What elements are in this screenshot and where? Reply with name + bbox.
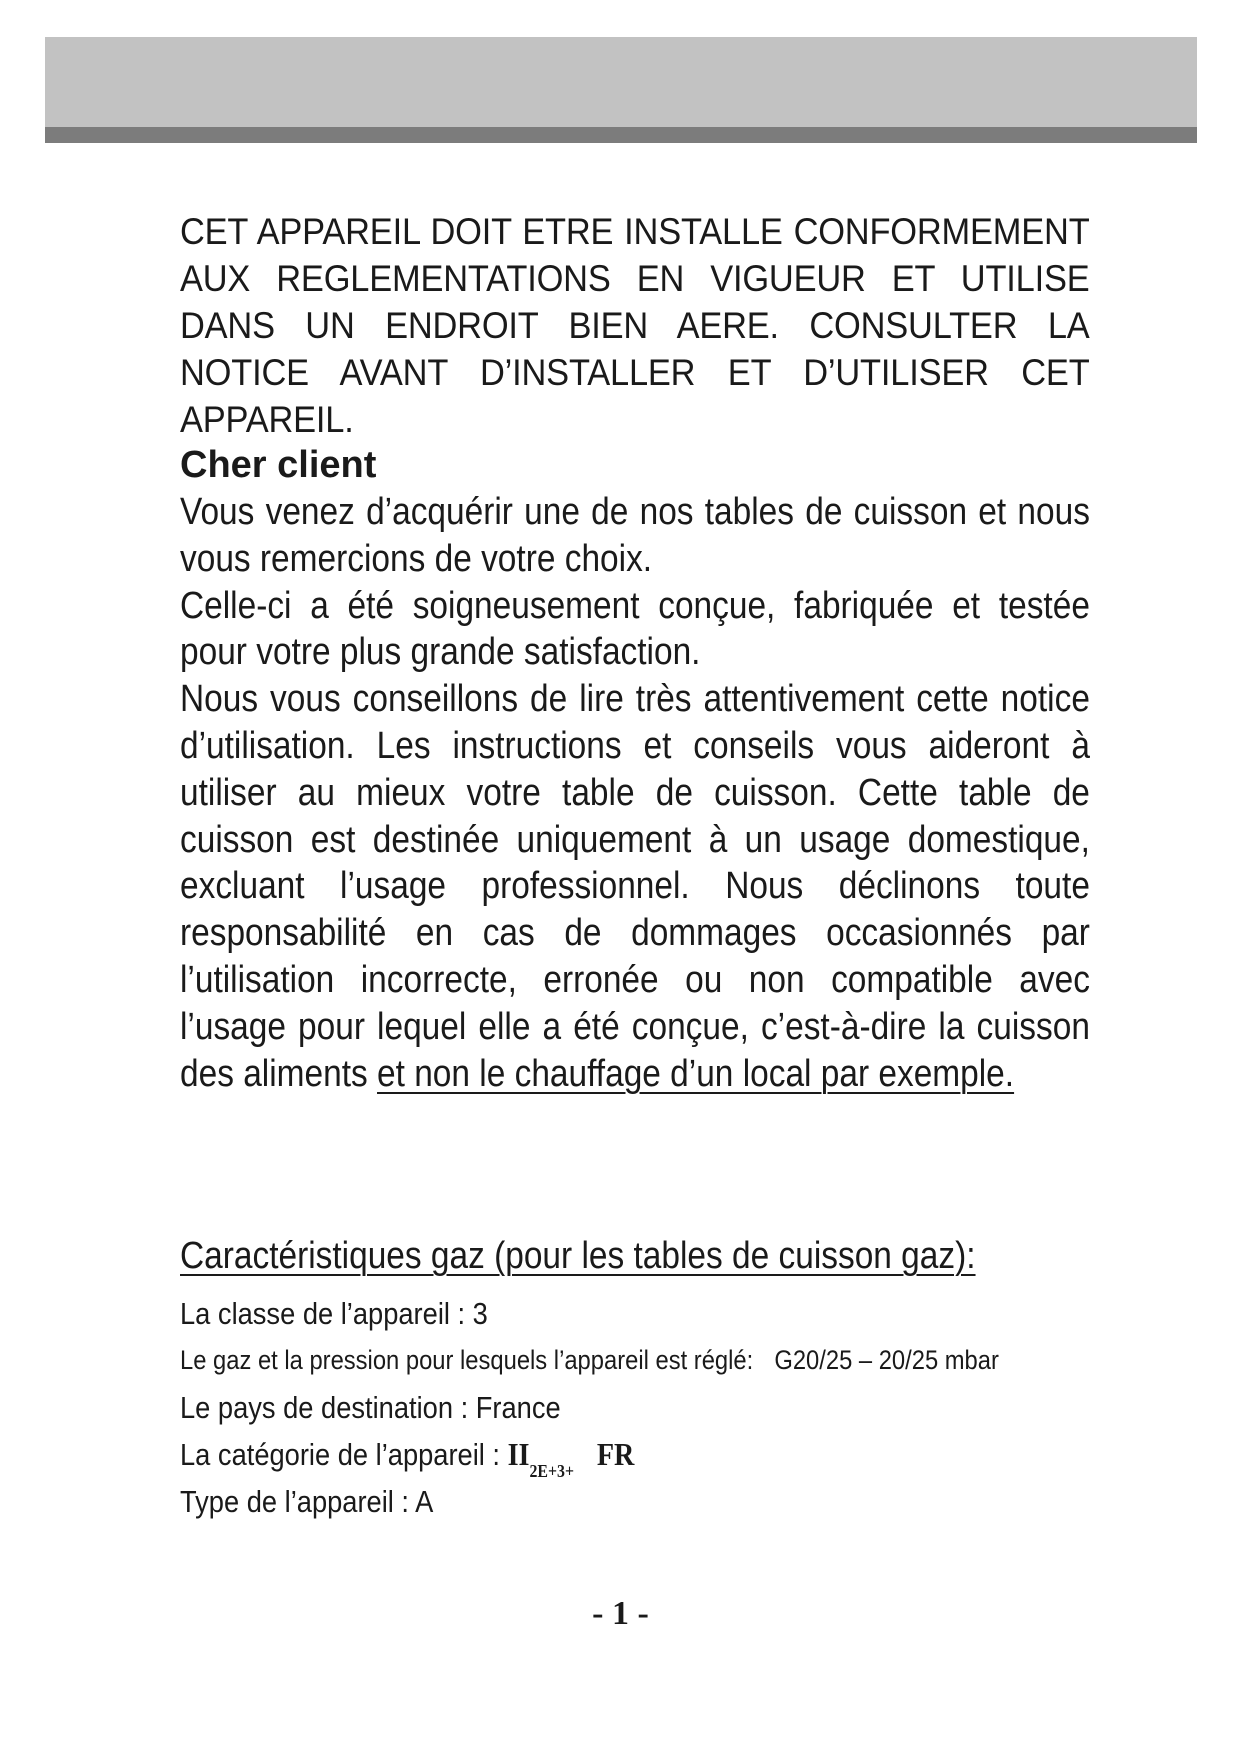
paragraph-3-text: Nous vous conseillons de lire très attentivement cette notice d’utilisation. Les instructions et conseils vous aideront à utiliser au mieux votre table de cuisson. Cette table de cuisson est destinée uniquement à un usage domestique, excluant l’usage professionnel. Nous déclinons toute responsabilité en cas de dommages occasionnés par l’utilisation incorrecte, erronée ou non compatible avec l’usage pour lequel elle a été conçue, c’est-à-dire la cuisson des aliments (180, 678, 1090, 1095)
safety-warning: CET APPAREIL DOIT ETRE INSTALLE CONFORMEMENT AUX REGLEMENTATIONS EN VIGUEUR ET UTILISE DANS UN ENDROIT BIEN AERE. CONSULTER LA NOTICE AVANT D’INSTALLER ET D’UTILISER CET APPAREIL. (180, 211, 1090, 440)
spec-country: Le pays de destination : France (180, 1390, 561, 1425)
greeting-heading: Cher client (180, 444, 377, 486)
page-number: - 1 - (592, 1595, 649, 1632)
spec-class: La classe de l’appareil : 3 (180, 1296, 488, 1331)
category-subscript: 2E+3+ (529, 1461, 574, 1481)
gas-specs-list (180, 1290, 1090, 1525)
spec-category (180, 1431, 1090, 1481)
category-country: FR (596, 1436, 635, 1472)
spec-category-label: La catégorie de l’appareil : (180, 1437, 501, 1472)
category-code: II (507, 1436, 530, 1472)
page-content (180, 208, 1090, 1519)
gas-specs-title: Caractéristiques gaz (pour les tables de cuisson gaz): (180, 1235, 976, 1277)
header-bar (45, 37, 1197, 127)
header-stripe (45, 127, 1197, 143)
spec-type: Type de l’appareil : A (180, 1484, 434, 1519)
spec-gas-pressure (180, 1337, 1090, 1384)
intro-paragraph-3 (180, 676, 1090, 1097)
paragraph-3-underlined: et non le chauffage d’un local par exemple. (377, 1052, 1015, 1095)
spec-gas-value: G20/25 – 20/25 mbar (774, 1345, 999, 1375)
intro-paragraph-1: Vous venez d’acquérir une de nos tables de cuisson et nous vous remercions de votre choix. (180, 491, 1090, 580)
intro-text (180, 489, 1090, 1097)
intro-paragraph-2: Celle-ci a été soigneusement conçue, fabriquée et testée pour votre plus grande satisfaction. (180, 584, 1090, 674)
spec-gas-label: Le gaz et la pression pour lesquels l’appareil est réglé: (180, 1345, 754, 1375)
